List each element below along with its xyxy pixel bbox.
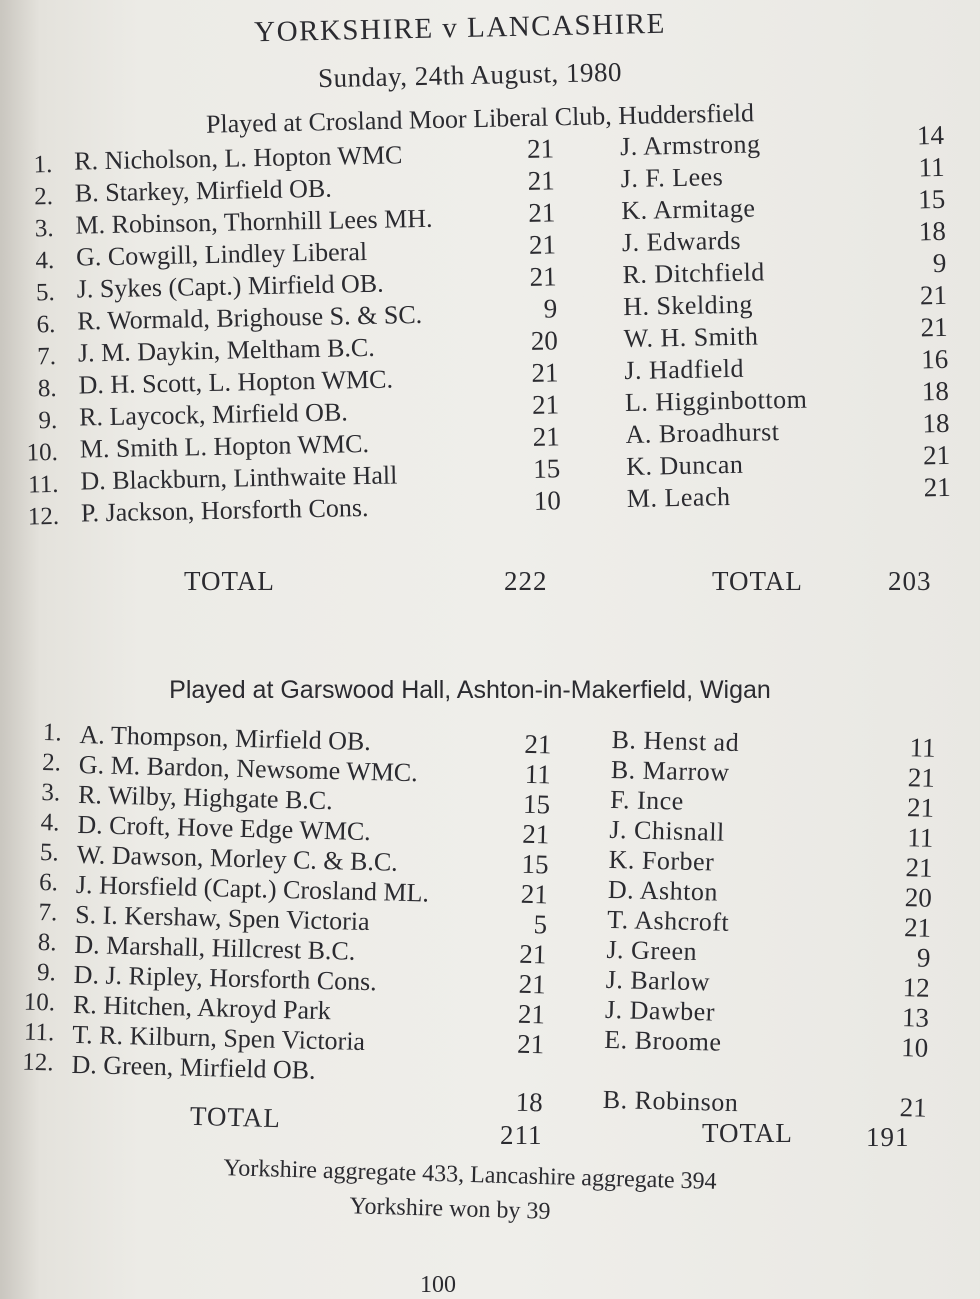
yorkshire-score: 18 <box>515 1086 544 1118</box>
row-number: 11. <box>27 470 59 499</box>
yorkshire-player: D. Croft, Hove Edge WMC. <box>77 809 372 847</box>
venue-garswood-hall: Played at Garswood Hall, Ashton-in-Makerfield, Wigan <box>169 676 771 704</box>
row-number: 5. <box>39 839 60 867</box>
lancashire-player: J. Green <box>606 934 698 967</box>
yorkshire-player: B. Starkey, Mirfield OB. <box>74 173 332 208</box>
yorkshire-total: 222 <box>504 566 548 596</box>
lancashire-player: J. Armstrong <box>619 129 761 162</box>
row-number: 1. <box>33 151 53 179</box>
yorkshire-score: 9 <box>543 293 558 324</box>
yorkshire-player: J. Horsfield (Capt.) Crosland ML. <box>75 869 430 908</box>
row-number: 8. <box>37 928 57 957</box>
lancashire-score: 11 <box>918 151 945 183</box>
lancashire-score: 21 <box>907 762 936 793</box>
lancashire-player: B. Marrow <box>610 754 730 787</box>
yorkshire-total-label: TOTAL <box>184 566 275 596</box>
lancashire-player: H. Skelding <box>622 289 754 322</box>
lancashire-total-label: TOTAL <box>712 566 803 596</box>
yorkshire-player: G. Cowgill, Lindley Liberal <box>75 236 368 272</box>
yorkshire-player: M. Robinson, Thornhill Lees MH. <box>75 203 433 240</box>
lancashire-player: J. Barlow <box>605 964 711 997</box>
lancashire-score: 9 <box>916 942 931 973</box>
lancashire-player: T. Ashcroft <box>606 904 730 937</box>
venue-crosland-moor: Played at Crosland Moor Liberal Club, Huddersfield <box>205 98 755 139</box>
yorkshire-player: G. M. Bardon, Newsome WMC. <box>78 749 419 788</box>
yorkshire-player: D. H. Scott, L. Hopton WMC. <box>78 364 394 400</box>
row-number: 12. <box>27 502 60 531</box>
lancashire-total: 203 <box>888 566 932 596</box>
row-number: 2. <box>33 182 54 211</box>
row-number: 3. <box>34 214 54 243</box>
lancashire-total: 191 <box>866 1122 910 1152</box>
lancashire-score: 12 <box>902 972 931 1003</box>
lancashire-player: K. Duncan <box>625 449 744 482</box>
yorkshire-score: 21 <box>531 389 560 420</box>
yorkshire-player: T. R. Kilburn, Spen Victoria <box>71 1019 366 1057</box>
yorkshire-player: R. Nicholson, L. Hopton WMC <box>73 140 403 176</box>
yorkshire-score: 20 <box>530 325 559 356</box>
yorkshire-score: 15 <box>521 848 549 880</box>
lancashire-player: A. Broadhurst <box>625 417 780 450</box>
lancashire-player: L. Higginbottom <box>624 384 808 418</box>
lancashire-score: 21 <box>903 912 932 943</box>
lancashire-player: J. Hadfield <box>624 353 745 386</box>
row-number: 2. <box>41 749 62 777</box>
lancashire-score: 21 <box>905 852 933 883</box>
yorkshire-player: W. Dawson, Morley C. & B.C. <box>76 839 399 877</box>
row-number: 8. <box>37 374 57 403</box>
yorkshire-score: 21 <box>519 938 547 970</box>
lancashire-score: 13 <box>901 1002 930 1033</box>
yorkshire-player: R. Wilby, Highgate B.C. <box>77 779 334 816</box>
lancashire-score: 16 <box>920 343 949 375</box>
yorkshire-player: S. I. Kershaw, Spen Victoria <box>74 899 370 937</box>
row-number: 7. <box>38 899 58 927</box>
yorkshire-player: D. Blackburn, Linthwaite Hall <box>80 460 398 496</box>
yorkshire-total: 211 <box>500 1120 543 1150</box>
lancashire-score: 14 <box>916 119 945 151</box>
yorkshire-score: 10 <box>533 485 562 516</box>
lancashire-score: 21 <box>922 439 951 471</box>
row-number: 11. <box>23 1018 55 1047</box>
lancashire-player: K. Armitage <box>621 193 756 226</box>
lancashire-score: 21 <box>899 1092 928 1123</box>
yorkshire-score: 21 <box>521 818 550 850</box>
yorkshire-score: 5 <box>533 909 548 940</box>
lancashire-player: B. Robinson <box>602 1084 739 1118</box>
yorkshire-player: R. Laycock, Mirfield OB. <box>78 397 349 432</box>
yorkshire-score: 21 <box>517 998 546 1030</box>
row-number: 6. <box>38 869 59 897</box>
lancashire-score: 20 <box>904 882 933 913</box>
lancashire-player: R. Ditchfield <box>622 257 766 290</box>
lancashire-score: 9 <box>932 247 947 279</box>
yorkshire-player: R. Hitchen, Akroyd Park <box>72 989 332 1026</box>
lancashire-score: 21 <box>920 311 948 343</box>
row-number: 4. <box>40 809 60 837</box>
lancashire-score: 21 <box>923 471 951 503</box>
yorkshire-score: 21 <box>528 229 557 260</box>
lancashire-score: 10 <box>900 1032 929 1063</box>
yorkshire-player: J. Sykes (Capt.) Mirfield OB. <box>76 268 384 304</box>
row-number: 9. <box>36 958 57 987</box>
row-number: 9. <box>38 406 58 435</box>
yorkshire-score: 11 <box>524 758 552 790</box>
lancashire-player: K. Forber <box>608 844 715 877</box>
lancashire-score: 21 <box>919 279 948 311</box>
row-number: 7. <box>37 342 57 371</box>
yorkshire-player: A. Thompson, Mirfield OB. <box>79 719 372 757</box>
row-number: 1. <box>42 719 62 747</box>
row-number: 10. <box>23 988 56 1017</box>
lancashire-player: W. H. Smith <box>623 321 759 354</box>
yorkshire-player: R. Wormald, Brighouse S. & SC. <box>77 299 423 336</box>
lancashire-total-label: TOTAL <box>702 1118 793 1148</box>
yorkshire-total-label: TOTAL <box>189 1100 282 1134</box>
lancashire-score: 18 <box>921 375 950 407</box>
lancashire-player: J. F. Lees <box>620 162 724 194</box>
match-result: Yorkshire won by 39 <box>349 1193 551 1225</box>
yorkshire-player: M. Smith L. Hopton WMC. <box>79 428 370 464</box>
lancashire-score: 18 <box>922 407 950 439</box>
lancashire-score: 11 <box>906 822 934 853</box>
aggregate-summary: Yorkshire aggregate 433, Lancashire aggregate 394 <box>223 1155 717 1195</box>
lancashire-score: 21 <box>906 792 935 823</box>
yorkshire-player: J. M. Daykin, Meltham B.C. <box>77 332 376 368</box>
lancashire-player: J. Edwards <box>621 225 742 258</box>
lancashire-player: J. Dawber <box>604 994 716 1027</box>
lancashire-player: B. Henst ad <box>611 724 740 758</box>
yorkshire-score: 21 <box>516 1028 545 1060</box>
yorkshire-score: 21 <box>526 133 555 164</box>
lancashire-player: M. Leach <box>626 482 731 514</box>
lancashire-player: D. Ashton <box>607 874 719 907</box>
row-number: 10. <box>26 438 59 467</box>
lancashire-score: 18 <box>918 215 947 247</box>
lancashire-player: E. Broome <box>603 1024 722 1057</box>
row-number: 12. <box>22 1048 54 1077</box>
yorkshire-player: D. Green, Mirfield OB. <box>71 1049 316 1085</box>
lancashire-score: 11 <box>909 732 936 763</box>
yorkshire-score: 21 <box>524 728 552 760</box>
row-number: 6. <box>36 310 56 339</box>
yorkshire-score: 21 <box>531 357 559 388</box>
row-number: 3. <box>41 779 61 807</box>
row-number: 4. <box>35 246 55 275</box>
match-title: YORKSHIRE v LANCASHIRE <box>253 7 667 49</box>
yorkshire-score: 21 <box>529 261 557 292</box>
yorkshire-score: 21 <box>528 197 556 228</box>
lancashire-score: 15 <box>917 183 946 215</box>
yorkshire-score: 21 <box>520 878 549 910</box>
yorkshire-score: 21 <box>527 165 556 196</box>
yorkshire-score: 15 <box>532 453 561 484</box>
yorkshire-score: 15 <box>522 788 551 820</box>
yorkshire-score: 21 <box>518 968 547 1000</box>
row-number: 5. <box>35 278 56 307</box>
yorkshire-player: D. J. Ripley, Horsforth Cons. <box>73 959 378 997</box>
yorkshire-player: D. Marshall, Hillcrest B.C. <box>74 929 356 966</box>
lancashire-player: J. Chisnall <box>609 814 726 847</box>
yorkshire-score: 21 <box>532 421 560 452</box>
match-date: Sunday, 24th August, 1980 <box>317 56 623 94</box>
lancashire-player: F. Ince <box>609 784 685 816</box>
page-number: 100 <box>420 1272 456 1298</box>
yorkshire-player: P. Jackson, Horsforth Cons. <box>80 492 369 528</box>
